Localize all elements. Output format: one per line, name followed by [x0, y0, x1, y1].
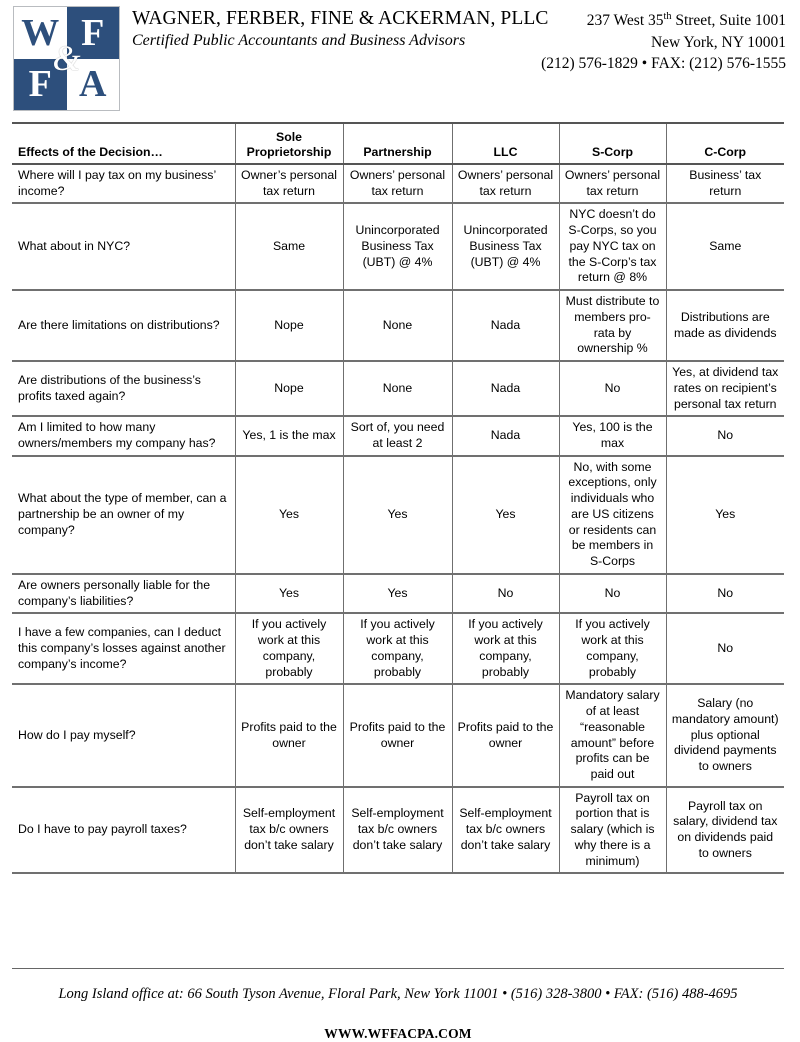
row-question: Are owners personally liable for the company’s liabilities? [12, 574, 235, 613]
table-cell: Mandatory salary of at least “reasonable amount” before profits can be paid out [559, 684, 666, 786]
firm-name: WAGNER, FERBER, FINE & ACKERMAN, PLLC [132, 8, 549, 29]
table-cell: Owners’ personal tax return [452, 164, 559, 203]
table-cell: Profits paid to the owner [452, 684, 559, 786]
table-cell: Owners’ personal tax return [559, 164, 666, 203]
row-question: What about the type of member, can a partnership be an owner of my company? [12, 456, 235, 574]
address-line-phone: (212) 576-1829 • FAX: (212) 576-1555 [541, 54, 786, 72]
table-cell: Sort of, you need at least 2 [343, 416, 452, 455]
table-cell: Yes [235, 574, 343, 613]
table-cell: Distributions are made as dividends [666, 290, 784, 361]
table-row [12, 416, 784, 455]
table-row [12, 787, 784, 874]
address-line-street [541, 10, 786, 32]
table-cell: No [559, 361, 666, 416]
table-cell: Profits paid to the owner [343, 684, 452, 786]
table-cell: Salary (no mandatory amount) plus optional dividend payments to owners [666, 684, 784, 786]
logo-letter-w: W [14, 7, 67, 59]
entity-comparison-table [12, 122, 784, 874]
address-street-post: Street, Suite 1001 [671, 12, 786, 30]
row-question: I have a few companies, can I deduct this company’s losses against another company’s income? [12, 613, 235, 684]
table-cell: Yes, 1 is the max [235, 416, 343, 455]
row-question: Do I have to pay payroll taxes? [12, 787, 235, 874]
footer-long-island-address: Long Island office at: 66 South Tyson Avenue, Floral Park, New York 11001 • (516) 328-3800 • FAX: (516) 488-4695 [58, 986, 738, 1002]
table-cell: Payroll tax on portion that is salary (which is why there is a minimum) [559, 787, 666, 874]
table-cell: No [666, 613, 784, 684]
table-body [12, 164, 784, 873]
address-line-city: New York, NY 10001 [650, 33, 786, 51]
table-cell: Self-employment tax b/c owners don’t take salary [235, 787, 343, 874]
table-cell: Nope [235, 361, 343, 416]
table-cell: Yes [343, 574, 452, 613]
table-cell: If you actively work at this company, probably [559, 613, 666, 684]
column-header-effects: Effects of the Decision… [12, 123, 235, 164]
table-cell: Same [666, 203, 784, 290]
table-cell: Must distribute to members pro-rata by ownership % [559, 290, 666, 361]
table-row [12, 361, 784, 416]
column-header-s-corp: S-Corp [559, 123, 666, 164]
table-row [12, 290, 784, 361]
logo-letter-f2: F [14, 59, 67, 111]
column-header-llc: LLC [452, 123, 559, 164]
table-cell: Payroll tax on salary, dividend tax on dividends paid to owners [666, 787, 784, 874]
table-cell: If you actively work at this company, probably [343, 613, 452, 684]
table-cell: No, with some exceptions, only individuals who are US citizens or residents can be members in S-Corps [559, 456, 666, 574]
table-cell: Unincorporated Business Tax (UBT) @ 4% [343, 203, 452, 290]
table-cell: Self-employment tax b/c owners don’t take salary [452, 787, 559, 874]
row-question: Where will I pay tax on my business’ income? [12, 164, 235, 203]
row-question: Are there limitations on distributions? [12, 290, 235, 361]
table-cell: Yes [666, 456, 784, 574]
table-cell: Same [235, 203, 343, 290]
row-question: Am I limited to how many owners/members my company has? [12, 416, 235, 455]
page-footer [12, 968, 784, 1042]
table-cell: Profits paid to the owner [235, 684, 343, 786]
table-row [12, 684, 784, 786]
logo-letter-a: A [67, 59, 120, 111]
table-header-row [12, 123, 784, 164]
table-cell: Nope [235, 290, 343, 361]
company-logo [13, 6, 120, 111]
footer-website-link[interactable]: WWW.WFFACPA.COM [324, 1025, 472, 1041]
table-cell: If you actively work at this company, probably [452, 613, 559, 684]
table-cell: No [666, 574, 784, 613]
table-cell: No [559, 574, 666, 613]
address-street-ordinal: th [663, 11, 672, 22]
table-cell: None [343, 290, 452, 361]
table-cell: Nada [452, 290, 559, 361]
table-cell: Nada [452, 416, 559, 455]
table-cell: No [452, 574, 559, 613]
row-question: What about in NYC? [12, 203, 235, 290]
table-cell: Owner’s personal tax return [235, 164, 343, 203]
logo-grid [13, 6, 120, 111]
table-header [12, 123, 784, 164]
firm-tagline: Certified Public Accountants and Business Advisors [132, 31, 466, 49]
table-row [12, 164, 784, 203]
table-cell: Self-employment tax b/c owners don’t take salary [343, 787, 452, 874]
office-address [541, 10, 786, 74]
table-cell: Yes, at dividend tax rates on recipient’s personal tax return [666, 361, 784, 416]
row-question: How do I pay myself? [12, 684, 235, 786]
table-row [12, 456, 784, 574]
column-header-c-corp: C-Corp [666, 123, 784, 164]
column-header-partnership: Partnership [343, 123, 452, 164]
table-cell: Unincorporated Business Tax (UBT) @ 4% [452, 203, 559, 290]
footer-divider [12, 968, 784, 969]
table-cell: Yes [452, 456, 559, 574]
table-cell: Nada [452, 361, 559, 416]
table-cell: NYC doesn’t do S-Corps, so you pay NYC tax on the S-Corp’s tax return @ 8% [559, 203, 666, 290]
logo-letter-f1: F [67, 7, 120, 59]
firm-identity [132, 8, 549, 51]
table-cell: Yes [343, 456, 452, 574]
table-cell: Business’ tax return [666, 164, 784, 203]
table-cell: Yes [235, 456, 343, 574]
letterhead [0, 0, 800, 118]
table-row [12, 613, 784, 684]
table-cell: If you actively work at this company, probably [235, 613, 343, 684]
address-street-pre: 237 West 35 [586, 12, 664, 30]
table-row [12, 574, 784, 613]
table-cell: No [666, 416, 784, 455]
table-cell: None [343, 361, 452, 416]
logo-ampersand-icon: & [52, 37, 81, 78]
table-row [12, 203, 784, 290]
column-header-sole-proprietorship: Sole Proprietorship [235, 123, 343, 164]
table-cell: Yes, 100 is the max [559, 416, 666, 455]
row-question: Are distributions of the business’s profits taxed again? [12, 361, 235, 416]
table-cell: Owners’ personal tax return [343, 164, 452, 203]
